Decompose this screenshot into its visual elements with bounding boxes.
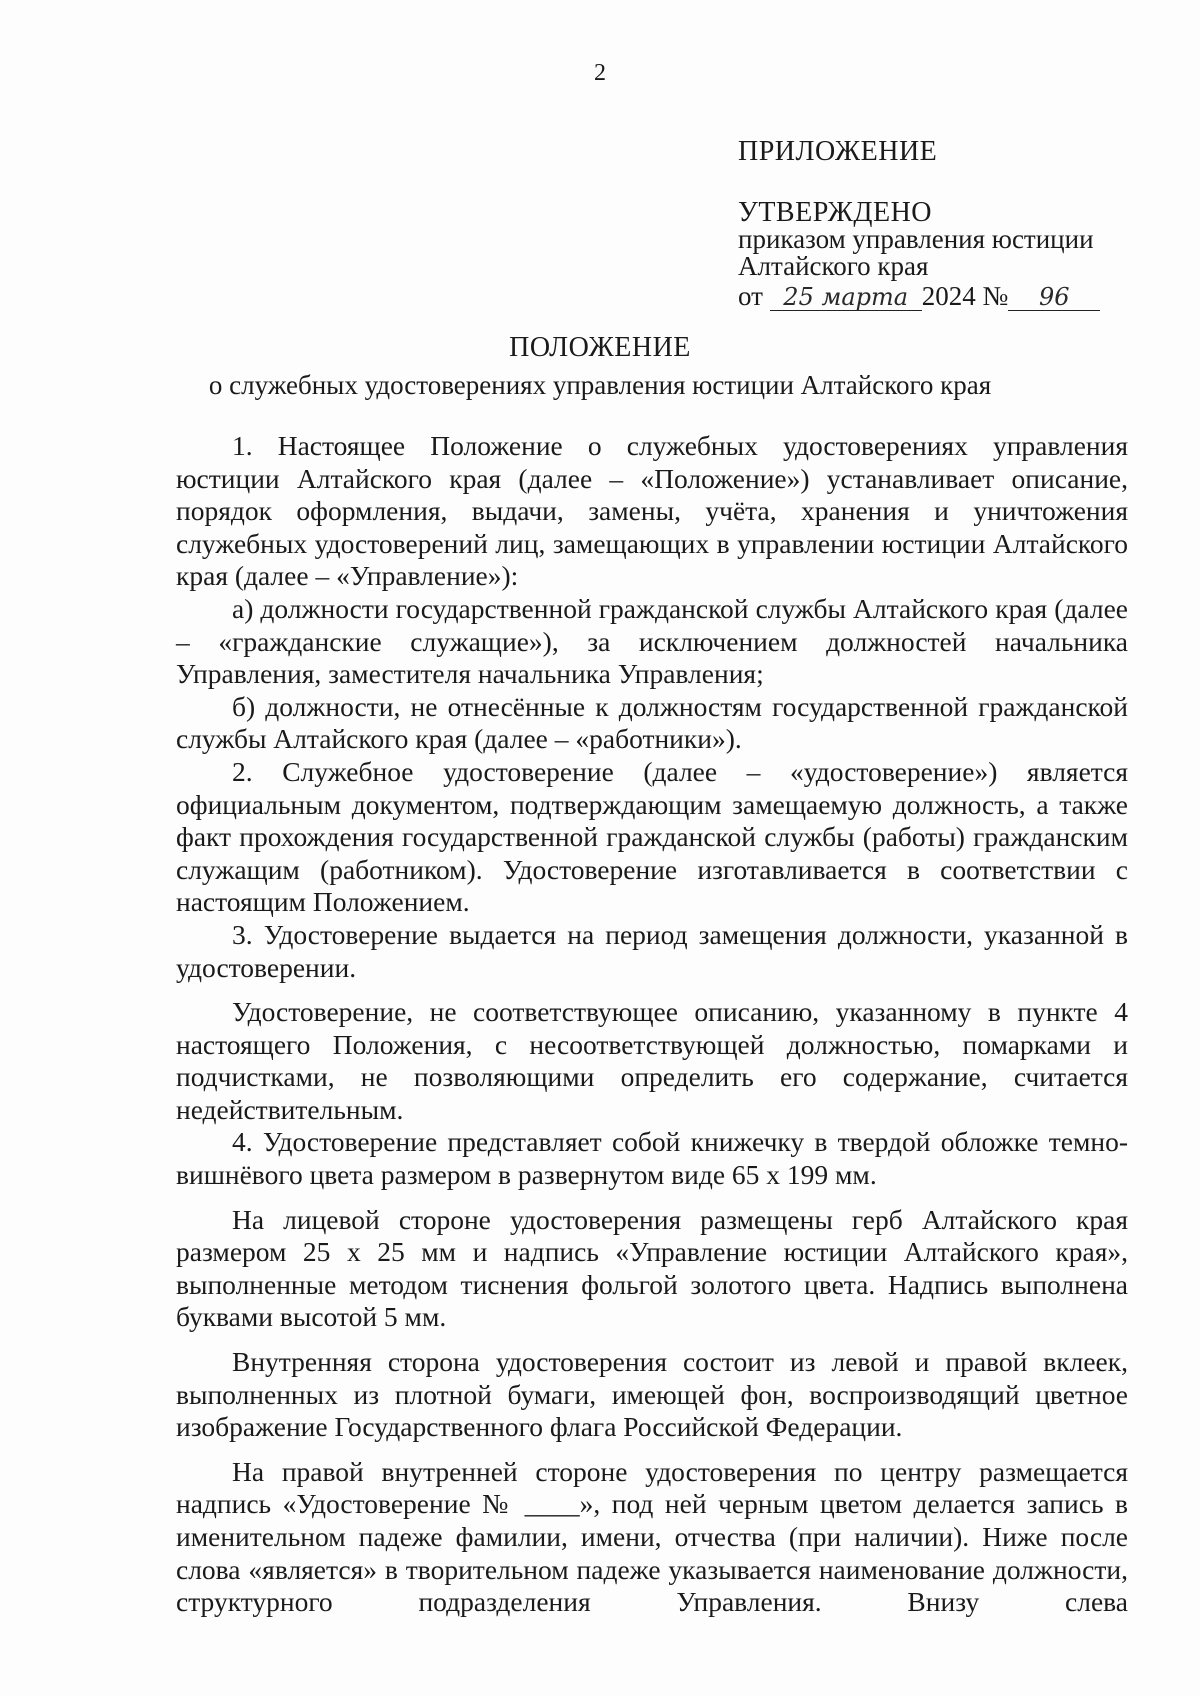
paragraph-4: 4. Удостоверение представляет собой книжечку в твердой обложке темно-вишнёвого цвета размером в развернутом виде 65 х 199 мм. <box>176 1126 1128 1191</box>
paragraph-2: 2. Служебное удостоверение (далее – «удостоверение») является официальным документом, подтверждающим замещаемую должность, а также факт прохождения государственной гражданской службы (работы) гражданским служащим (работником). Удостоверение изготавливается в соответствии с настоящим Положением. <box>176 755 1128 918</box>
paragraph-4-front: На лицевой стороне удостоверения размещены герб Алтайского края размером 25 х 25 мм и надпись «Управление юстиции Алтайского края», выполненные методом тиснения фольгой золотого цвета. Надпись выполнена буквами высотой 5 мм. <box>176 1203 1128 1333</box>
paragraph-3-note: Удостоверение, не соответствующее описанию, указанному в пункте 4 настоящего Положения, с несоответствующей должностью, помарками и подчистками, не позволяющими определить его содержание, считается недействительным. <box>176 996 1128 1125</box>
handwritten-date: 25 марта <box>770 284 922 311</box>
order-date-line <box>738 283 1158 311</box>
paragraph-1: 1. Настоящее Положение о служебных удостоверениях управления юстиции Алтайского края (далее – «Положение») устанавливает описание, порядок оформления, выдачи, замены, учёта, хранения и уничтожения служебных удостоверений лиц, замещающих в управлении юстиции Алтайского края (далее – «Управление»): <box>176 430 1128 592</box>
paragraph-4-right: На правой внутренней стороне удостоверения по центру размещается надпись «Удостоверение № ____», под ней черным цветом делается запись в именительном падеже фамилии, имени, отчества (при наличии). Ниже после слова «является» в творительном падеже указывается наименование должности, структурного подразделения Управления. Внизу слева <box>176 1455 1128 1618</box>
approved-label: УТВЕРЖДЕНО <box>738 197 933 228</box>
appendix-label: ПРИЛОЖЕНИЕ <box>738 136 938 167</box>
document-body <box>176 430 1128 1619</box>
paragraph-3: 3. Удостоверение выдается на период замещения должности, указанной в удостоверении. <box>176 918 1128 983</box>
document-subtitle: о служебных удостоверениях управления юстиции Алтайского края <box>208 370 992 400</box>
order-year: 2024 № <box>921 281 1009 311</box>
paragraph-1a: а) должности государственной гражданской службы Алтайского края (далее – «гражданские служащие»), за исключением должностей начальника Управления, заместителя начальника Управления; <box>176 592 1128 690</box>
approval-block <box>738 138 1158 311</box>
order-line-2: Алтайского края <box>738 251 929 281</box>
paragraph-4-inner: Внутренняя сторона удостоверения состоит из левой и правой вклеек, выполненных из плотной бумаги, имеющей фон, воспроизводящий цветное изображение Государственного флага Российской Федерации. <box>176 1346 1128 1443</box>
document-title: ПОЛОЖЕНИЕ <box>509 332 691 363</box>
order-line-1: приказом управления юстиции <box>738 224 1094 254</box>
handwritten-order-number: 96 <box>1008 284 1100 311</box>
date-prefix: от <box>738 281 763 311</box>
page-number: 2 <box>594 60 606 86</box>
paragraph-1b: б) должности, не отнесённые к должностям государственной гражданской службы Алтайского края (далее – «работники»). <box>176 690 1128 755</box>
